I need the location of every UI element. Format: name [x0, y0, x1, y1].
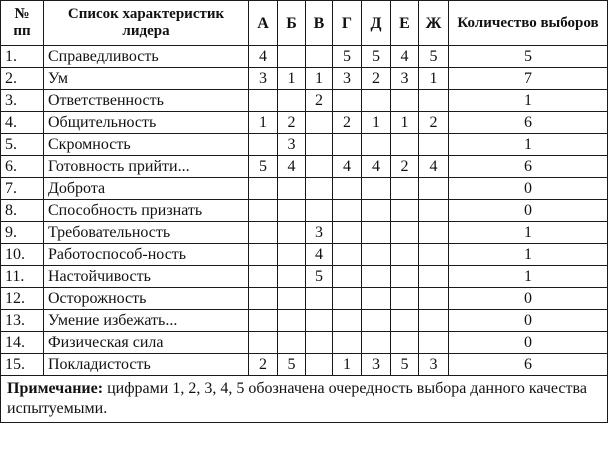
header-letter-zh: Ж — [419, 1, 449, 46]
row-num: 14. — [1, 332, 44, 354]
row-value — [391, 200, 419, 222]
row-value — [419, 200, 449, 222]
row-total: 5 — [449, 46, 608, 68]
row-total: 1 — [449, 266, 608, 288]
row-value — [419, 332, 449, 354]
row-value — [419, 90, 449, 112]
row-value — [249, 90, 278, 112]
row-value — [333, 244, 362, 266]
table-row — [1, 200, 608, 222]
row-value — [249, 266, 278, 288]
row-num: 10. — [1, 244, 44, 266]
row-value: 5 — [419, 46, 449, 68]
row-num: 2. — [1, 68, 44, 90]
row-value — [391, 244, 419, 266]
row-total: 0 — [449, 332, 608, 354]
row-value: 3 — [278, 134, 306, 156]
row-value — [419, 222, 449, 244]
header-num: № пп — [1, 1, 44, 46]
row-value — [362, 90, 391, 112]
row-value — [362, 266, 391, 288]
row-value: 1 — [278, 68, 306, 90]
header-total: Количество выборов — [449, 1, 608, 46]
row-value: 4 — [391, 46, 419, 68]
row-value: 2 — [278, 112, 306, 134]
row-value — [278, 178, 306, 200]
row-value — [362, 134, 391, 156]
row-value — [333, 266, 362, 288]
row-value — [333, 200, 362, 222]
row-characteristic: Скромность — [44, 134, 249, 156]
note-label: Примечание: — [7, 380, 104, 397]
row-value — [249, 310, 278, 332]
row-value: 2 — [333, 112, 362, 134]
row-num: 5. — [1, 134, 44, 156]
row-value: 5 — [362, 46, 391, 68]
row-total: 1 — [449, 90, 608, 112]
table-row — [1, 178, 608, 200]
table-row — [1, 112, 608, 134]
row-value: 3 — [391, 68, 419, 90]
row-value — [306, 332, 333, 354]
row-num: 4. — [1, 112, 44, 134]
note-cell — [1, 376, 608, 423]
row-value — [278, 46, 306, 68]
row-value — [362, 244, 391, 266]
row-characteristic: Осторожность — [44, 288, 249, 310]
row-value — [249, 134, 278, 156]
table-row — [1, 288, 608, 310]
row-characteristic: Ответственность — [44, 90, 249, 112]
row-value — [419, 310, 449, 332]
row-total: 0 — [449, 310, 608, 332]
row-value — [419, 134, 449, 156]
row-total: 1 — [449, 134, 608, 156]
row-num: 7. — [1, 178, 44, 200]
row-value: 4 — [362, 156, 391, 178]
row-characteristic: Настойчивость — [44, 266, 249, 288]
row-value — [306, 310, 333, 332]
row-value — [333, 288, 362, 310]
row-num: 11. — [1, 266, 44, 288]
table-row — [1, 332, 608, 354]
row-value: 2 — [391, 156, 419, 178]
row-value: 3 — [362, 354, 391, 376]
row-value — [249, 200, 278, 222]
row-value — [306, 200, 333, 222]
row-value: 2 — [249, 354, 278, 376]
row-value — [306, 354, 333, 376]
row-total: 7 — [449, 68, 608, 90]
header-letter-d: Д — [362, 1, 391, 46]
row-characteristic: Физическая сила — [44, 332, 249, 354]
row-num: 9. — [1, 222, 44, 244]
row-value — [249, 288, 278, 310]
header-letter-g: Г — [333, 1, 362, 46]
row-value — [362, 332, 391, 354]
row-value — [306, 134, 333, 156]
table-row — [1, 134, 608, 156]
row-num: 15. — [1, 354, 44, 376]
row-value — [249, 222, 278, 244]
row-value — [278, 222, 306, 244]
row-total: 6 — [449, 112, 608, 134]
row-value: 5 — [391, 354, 419, 376]
row-value: 4 — [306, 244, 333, 266]
row-value: 1 — [333, 354, 362, 376]
row-value — [278, 266, 306, 288]
row-value — [278, 310, 306, 332]
row-characteristic: Доброта — [44, 178, 249, 200]
row-value — [333, 222, 362, 244]
row-value: 3 — [419, 354, 449, 376]
row-total: 6 — [449, 354, 608, 376]
row-value — [249, 332, 278, 354]
row-value — [391, 310, 419, 332]
row-value — [249, 244, 278, 266]
row-value — [362, 288, 391, 310]
row-value: 1 — [306, 68, 333, 90]
row-num: 13. — [1, 310, 44, 332]
row-value — [419, 178, 449, 200]
row-characteristic: Требовательность — [44, 222, 249, 244]
row-num: 1. — [1, 46, 44, 68]
row-value: 4 — [333, 156, 362, 178]
row-characteristic: Покладистость — [44, 354, 249, 376]
row-value — [391, 178, 419, 200]
row-characteristic: Умение избежать... — [44, 310, 249, 332]
table-row — [1, 156, 608, 178]
row-value: 1 — [419, 68, 449, 90]
row-value — [306, 46, 333, 68]
row-value — [419, 266, 449, 288]
row-value — [391, 134, 419, 156]
row-value: 4 — [419, 156, 449, 178]
row-value — [333, 90, 362, 112]
row-value — [333, 134, 362, 156]
table-body — [1, 46, 608, 376]
row-value — [333, 310, 362, 332]
row-value: 5 — [249, 156, 278, 178]
note-text: цифрами 1, 2, 3, 4, 5 обозначена очередность выбора данного качества испытуемыми. — [7, 380, 587, 417]
row-value: 2 — [362, 68, 391, 90]
note-row — [1, 376, 608, 423]
row-value — [419, 244, 449, 266]
row-value — [306, 178, 333, 200]
row-value: 5 — [306, 266, 333, 288]
row-value — [306, 156, 333, 178]
row-value: 1 — [391, 112, 419, 134]
row-total: 0 — [449, 200, 608, 222]
row-num: 12. — [1, 288, 44, 310]
row-value — [278, 200, 306, 222]
row-value: 2 — [419, 112, 449, 134]
header-letter-a: А — [249, 1, 278, 46]
table-row — [1, 266, 608, 288]
row-value — [391, 288, 419, 310]
row-value: 3 — [306, 222, 333, 244]
row-value — [278, 288, 306, 310]
row-value: 5 — [278, 354, 306, 376]
header-letter-v: В — [306, 1, 333, 46]
table-row — [1, 354, 608, 376]
row-value — [333, 178, 362, 200]
row-characteristic: Способность признать — [44, 200, 249, 222]
header-list: Список характеристик лидера — [44, 1, 249, 46]
row-value — [362, 310, 391, 332]
row-value — [391, 266, 419, 288]
row-num: 3. — [1, 90, 44, 112]
row-num: 8. — [1, 200, 44, 222]
row-value — [306, 288, 333, 310]
header-letter-b: Б — [278, 1, 306, 46]
row-value: 4 — [278, 156, 306, 178]
row-value: 4 — [249, 46, 278, 68]
row-value: 2 — [306, 90, 333, 112]
row-value: 5 — [333, 46, 362, 68]
row-value — [278, 90, 306, 112]
row-total: 1 — [449, 244, 608, 266]
table-row — [1, 68, 608, 90]
row-value — [278, 332, 306, 354]
row-value: 3 — [333, 68, 362, 90]
row-value: 1 — [249, 112, 278, 134]
row-total: 1 — [449, 222, 608, 244]
row-value — [419, 288, 449, 310]
row-value — [391, 332, 419, 354]
row-value — [333, 332, 362, 354]
row-value — [362, 222, 391, 244]
row-total: 6 — [449, 156, 608, 178]
header-letter-e: Е — [391, 1, 419, 46]
table-row — [1, 90, 608, 112]
row-value: 1 — [362, 112, 391, 134]
row-total: 0 — [449, 178, 608, 200]
row-characteristic: Работоспособ-ность — [44, 244, 249, 266]
row-value — [278, 244, 306, 266]
row-value — [362, 200, 391, 222]
row-value — [391, 90, 419, 112]
row-characteristic: Готовность прийти... — [44, 156, 249, 178]
row-value: 3 — [249, 68, 278, 90]
table-row — [1, 222, 608, 244]
row-characteristic: Ум — [44, 68, 249, 90]
row-value — [391, 222, 419, 244]
row-num: 6. — [1, 156, 44, 178]
row-value — [306, 112, 333, 134]
row-characteristic: Общительность — [44, 112, 249, 134]
row-total: 0 — [449, 288, 608, 310]
row-value — [362, 178, 391, 200]
table-row — [1, 244, 608, 266]
table-row — [1, 46, 608, 68]
row-value — [249, 178, 278, 200]
header-row — [1, 1, 608, 46]
row-characteristic: Справедливость — [44, 46, 249, 68]
table-row — [1, 310, 608, 332]
